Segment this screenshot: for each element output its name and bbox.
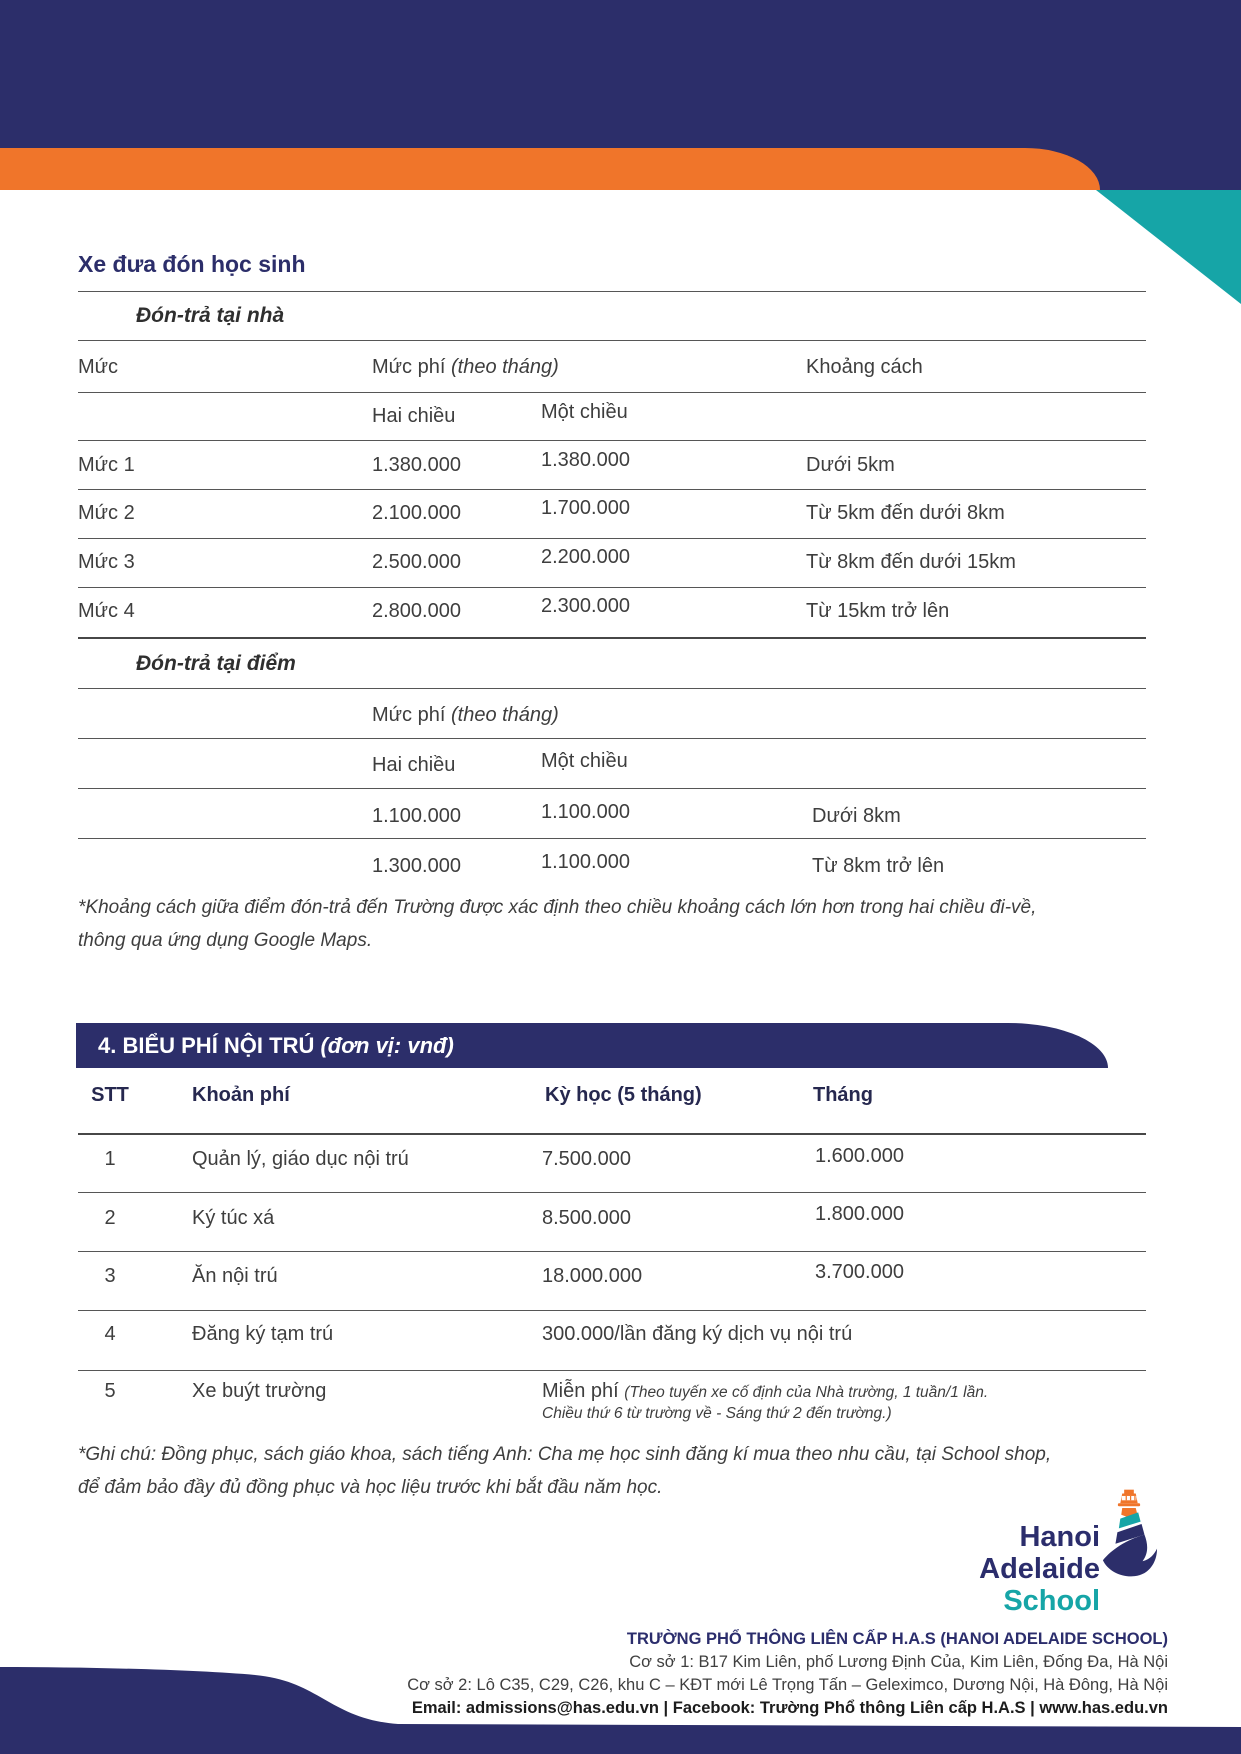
table-cell: 4: [104, 1323, 116, 1345]
table-rule: [78, 838, 1146, 839]
table-cell: Quản lý, giáo dục nội trú: [192, 1148, 409, 1170]
column-header-level: Mức: [78, 356, 119, 378]
footer-contact: Email: admissions@has.edu.vn | Facebook: Trường Phổ thông Liên cấp H.A.S | www.has.edu.vn: [411, 1699, 1168, 1717]
section-heading-home: Đón-trả tại nhà: [136, 304, 285, 327]
table-rule: [78, 637, 1146, 639]
logo-word-hanoi: Hanoi: [1019, 1521, 1100, 1553]
table-rule: [78, 1370, 1146, 1371]
table-cell: 1.800.000: [815, 1203, 904, 1225]
column-header-distance: Khoảng cách: [806, 356, 923, 378]
table-cell: Đăng ký tạm trú: [192, 1323, 334, 1345]
column-header-two-way: Hai chiều: [372, 405, 456, 427]
free-label: Miễn phí: [542, 1380, 619, 1402]
header-orange-stripe: [0, 148, 1100, 190]
column-header-one-way: Một chiều: [541, 750, 628, 772]
table-cell: 1.100.000: [541, 801, 630, 823]
free-note-2: Chiều thứ 6 từ trường về - Sáng thứ 2 đến trường.): [542, 1405, 892, 1422]
table-rule: [78, 1133, 1146, 1135]
fee-note: (theo tháng): [450, 704, 559, 726]
footnote-line-2: thông qua ứng dụng Google Maps.: [78, 930, 373, 951]
table-rule: [78, 688, 1146, 689]
table-cell: 8.500.000: [542, 1207, 631, 1229]
table-cell: 7.500.000: [542, 1148, 631, 1170]
table-rule: [78, 489, 1146, 490]
table-cell: 1: [104, 1148, 116, 1170]
table-cell: Từ 5km đến dưới 8km: [806, 502, 1005, 524]
table-cell: Mức 3: [78, 551, 135, 573]
table-cell: 2: [104, 1207, 116, 1229]
column-header-semester: Kỳ học (5 tháng): [545, 1084, 702, 1106]
table-cell: Xe buýt trường: [192, 1380, 327, 1402]
logo-word-school: School: [1003, 1585, 1100, 1617]
table-cell: Ký túc xá: [192, 1207, 275, 1229]
boarding-section-banner: [76, 1023, 1108, 1068]
column-header-two-way: Hai chiều: [372, 754, 456, 776]
table-cell: 2.200.000: [541, 546, 630, 568]
table-rule: [78, 1251, 1146, 1252]
table-rule: [78, 788, 1146, 789]
table-cell: 2.100.000: [372, 502, 461, 524]
footer-school-name: TRƯỜNG PHỔ THÔNG LIÊN CẤP H.A.S (HANOI ADELAIDE SCHOOL): [626, 1630, 1168, 1648]
table-cell: Mức 2: [78, 502, 135, 524]
table-cell: 2.800.000: [372, 600, 461, 622]
table-cell: 2.300.000: [541, 595, 630, 617]
table-cell: 1.380.000: [372, 454, 461, 476]
boarding-note-line-2: để đảm bảo đầy đủ đồng phục và học liệu trước khi bắt đầu năm học.: [78, 1477, 663, 1498]
footer-campus-1: Cơ sở 1: B17 Kim Liên, phố Lương Định Của, Kim Liên, Đống Đa, Hà Nội: [629, 1653, 1168, 1671]
page-title: Xe đưa đón học sinh: [78, 251, 306, 277]
footnote-line-1: *Khoảng cách giữa điểm đón-trả đến Trường được xác định theo chiều khoảng cách lớn hơn trong hai chiều đi-về,: [78, 897, 1037, 918]
table-rule: [78, 538, 1146, 539]
table-cell: 3.700.000: [815, 1261, 904, 1283]
fee-label: Mức phí: [372, 704, 446, 726]
free-note-1: (Theo tuyến xe cố định của Nhà trường, 1 tuần/1 lần.: [624, 1384, 989, 1401]
header-teal-corner: [1096, 190, 1241, 304]
table-cell: 300.000/lần đăng ký dịch vụ nội trú: [542, 1323, 853, 1345]
table-cell: 3: [104, 1265, 116, 1287]
table-cell: Từ 8km trở lên: [812, 855, 945, 877]
table-rule: [78, 392, 1146, 393]
column-header-fee: [372, 705, 559, 725]
banner-title: 4. BIỂU PHÍ NỘI TRÚ: [98, 1033, 315, 1058]
column-header-month: Tháng: [813, 1084, 873, 1106]
table-cell: 1.100.000: [372, 805, 461, 827]
table-cell: Dưới 5km: [806, 454, 895, 476]
table-rule: [78, 1310, 1146, 1311]
table-cell: 1.100.000: [541, 851, 630, 873]
banner-unit: (đơn vị: vnđ): [320, 1033, 454, 1058]
boarding-note-line-1: *Ghi chú: Đồng phục, sách giáo khoa, sách tiếng Anh: Cha mẹ học sinh đăng kí mua theo nhu cầu, tại School shop,: [78, 1444, 1052, 1465]
table-cell: Mức 1: [78, 454, 135, 476]
table-cell: 1.380.000: [541, 449, 630, 471]
fee-note: (theo tháng): [450, 356, 559, 378]
table-rule: [78, 440, 1146, 441]
column-header-stt: STT: [91, 1084, 129, 1106]
table-rule: [78, 291, 1146, 292]
table-cell: 5: [104, 1380, 116, 1402]
footer-campus-2: Cơ sở 2: Lô C35, C29, C26, khu C – KĐT mới Lê Trọng Tấn – Geleximco, Dương Nội, Hà Đông, Hà Nội: [407, 1676, 1168, 1694]
table-cell: 2.500.000: [372, 551, 461, 573]
table-cell: 1.700.000: [541, 497, 630, 519]
column-header-one-way: Một chiều: [541, 401, 628, 423]
column-header-fee: [372, 357, 559, 377]
column-header-item: Khoản phí: [192, 1084, 290, 1106]
logo-word-adelaide: Adelaide: [979, 1553, 1100, 1585]
table-cell: Từ 8km đến dưới 15km: [806, 551, 1016, 573]
section-heading-point: Đón-trả tại điểm: [136, 652, 296, 675]
table-cell: [542, 1381, 988, 1401]
table-cell: Từ 15km trở lên: [806, 600, 950, 622]
lighthouse-icon: [1100, 1489, 1158, 1587]
table-cell: Dưới 8km: [812, 805, 901, 827]
table-rule: [78, 1192, 1146, 1193]
table-cell: 18.000.000: [542, 1265, 643, 1287]
fee-label: Mức phí: [372, 356, 446, 378]
table-cell: 1.300.000: [372, 855, 461, 877]
table-cell: 1.600.000: [815, 1145, 904, 1167]
table-cell: Mức 4: [78, 600, 135, 622]
table-cell: Ăn nội trú: [192, 1265, 278, 1287]
table-rule: [78, 340, 1146, 341]
table-rule: [78, 738, 1146, 739]
table-rule: [78, 587, 1146, 588]
